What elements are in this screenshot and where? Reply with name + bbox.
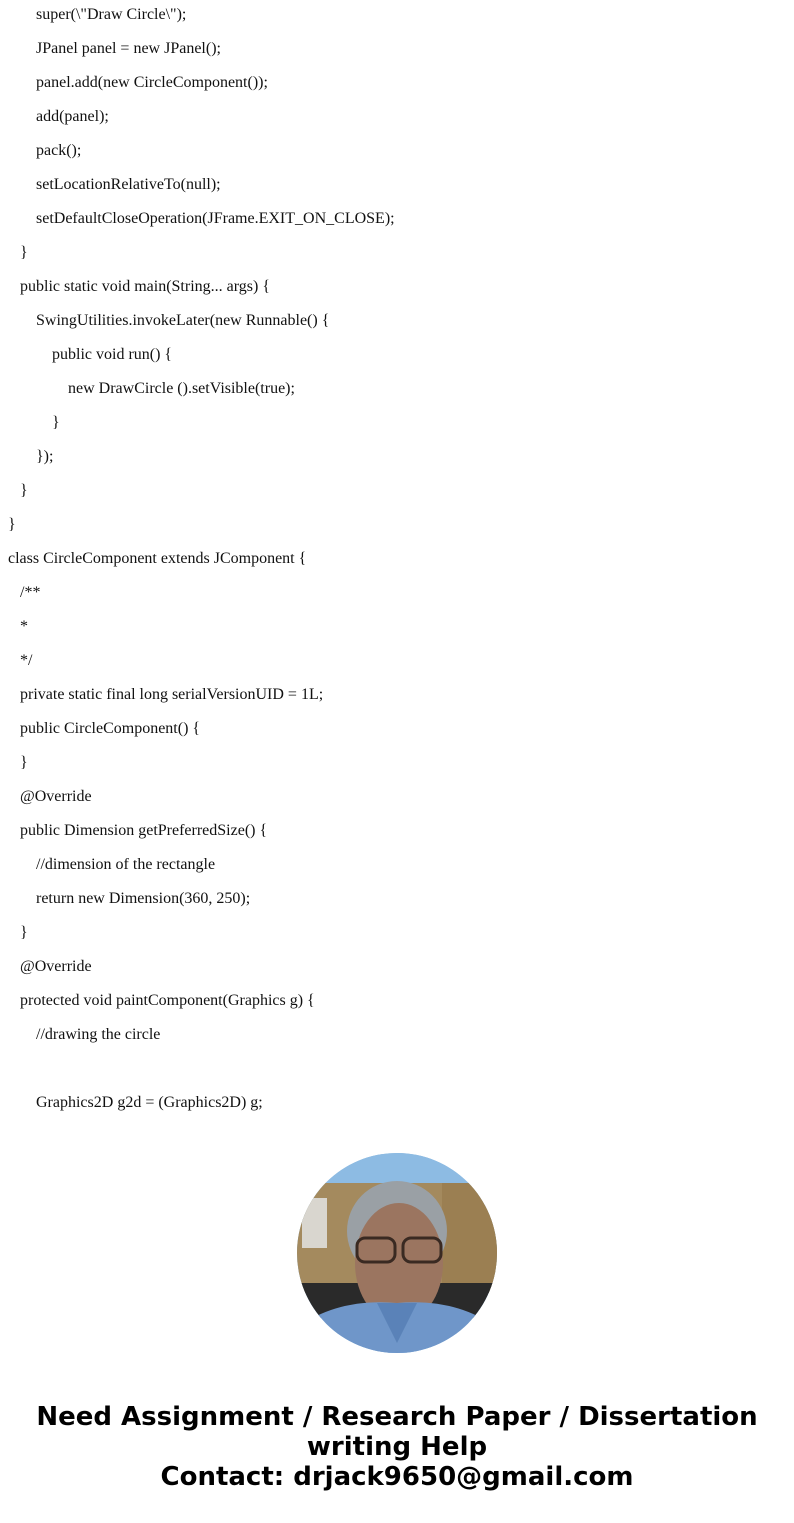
avatar [297,1153,497,1353]
code-line: class CircleComponent extends JComponent { [8,550,307,567]
code-line: setDefaultCloseOperation(JFrame.EXIT_ON_CLOSE); [36,210,395,227]
code-line: //dimension of the rectangle [36,856,216,873]
code-line: * [20,618,28,635]
code-line: public CircleComponent() { [20,720,201,737]
code-line: } [20,754,28,771]
code-line: /** [20,584,41,601]
code-line: //drawing the circle [36,1026,161,1043]
code-line: SwingUtilities.invokeLater(new Runnable() { [36,312,330,329]
code-line: public Dimension getPreferredSize() { [20,822,268,839]
code-line: add(panel); [36,108,109,125]
code-line: JPanel panel = new JPanel(); [36,40,221,57]
code-line: return new Dimension(360, 250); [36,890,251,907]
code-line: private static final long serialVersionUID = 1L; [20,686,324,703]
promo-contact: Contact: drjack9650@gmail.com [160,1462,634,1492]
promo-banner [0,1402,794,1492]
code-line: }); [36,448,54,465]
code-line: super(\"Draw Circle\"); [36,6,187,23]
code-line: panel.add(new CircleComponent()); [36,74,268,91]
code-line: } [20,244,28,261]
code-line: Graphics2D g2d = (Graphics2D) g; [36,1094,263,1111]
code-line: pack(); [36,142,82,159]
promo-line-1: Need Assignment / Research Paper / Dissertation [36,1402,758,1432]
code-line: protected void paintComponent(Graphics g) { [20,992,315,1009]
code-line: } [20,482,28,499]
code-line: new DrawCircle ().setVisible(true); [68,380,295,397]
code-line: @Override [20,788,92,805]
code-line: } [20,924,28,941]
avatar-photo-icon [297,1153,497,1353]
code-line: public void run() { [52,346,173,363]
code-line: */ [20,652,33,669]
code-line: } [8,516,16,533]
code-line: } [52,414,60,431]
promo-line-2: writing Help [306,1432,488,1462]
code-line: @Override [20,958,92,975]
code-line: setLocationRelativeTo(null); [36,176,221,193]
code-line: public static void main(String... args) { [20,278,271,295]
